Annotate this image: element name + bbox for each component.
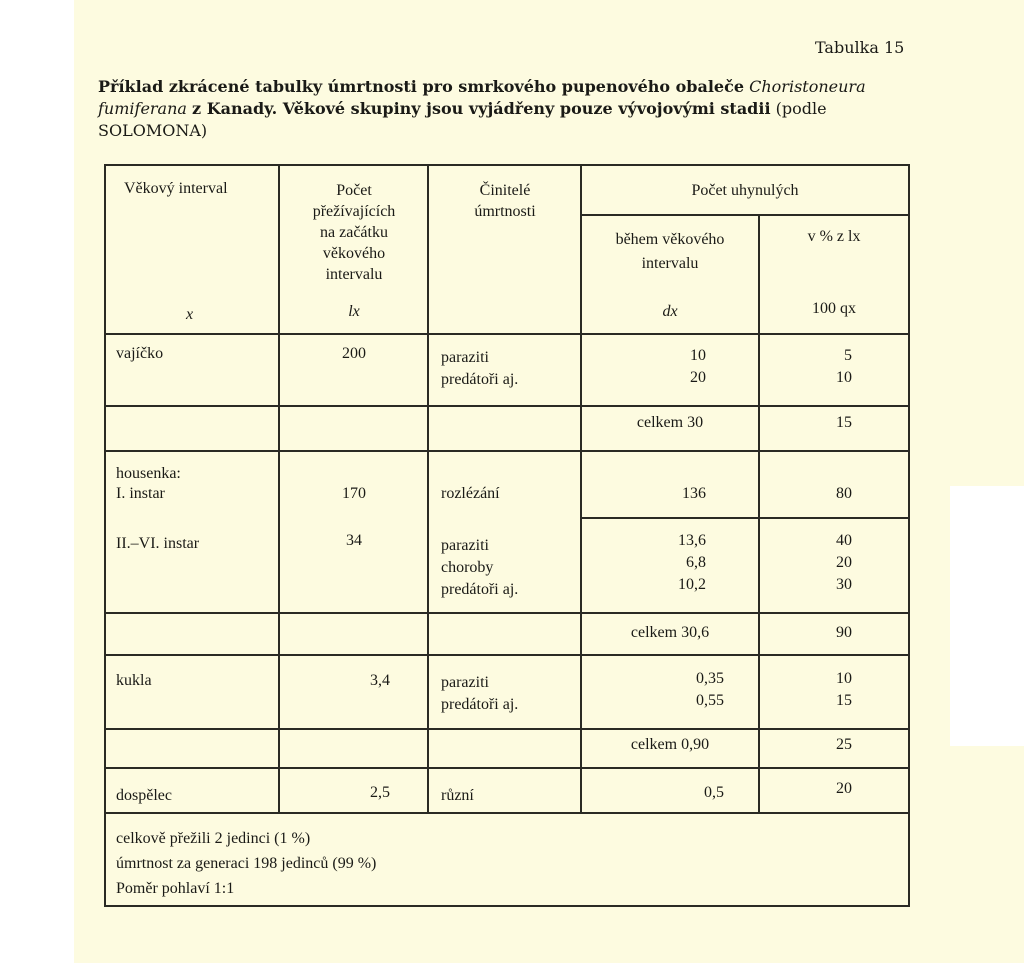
caption-source: (podle SOLOMONA) [98,99,827,140]
qx-value: 40 [836,532,852,549]
factor: choroby [441,559,494,576]
egg-total-qx: 15 [836,414,852,431]
header-age-symbol: x [186,306,194,323]
header-during-interval [582,228,758,276]
header-percent: v % z lx [807,228,861,245]
pupa-total-dx: celkem 0,90 [630,736,710,753]
instar2-dx [600,530,706,596]
qx-value: 15 [836,692,852,709]
header-age-interval: Věkový interval [124,180,228,197]
stage-egg: vajíčko [116,345,164,362]
larva-total-qx: 90 [836,624,852,641]
stage-instar1: I. instar [116,485,165,502]
row-line-egg [106,405,908,407]
egg-total-dx: celkem 30 [636,414,704,431]
row-line-pupa-total [106,767,908,769]
instar1-dx: 136 [682,485,706,502]
caption-mid: z Kanady. Věkové skupiny jsou vyjádřeny pouze vývojovými stadii [192,99,771,118]
adult-lx: 2,5 [370,784,390,801]
dx-value: 20 [690,369,706,386]
footer-line: úmrtnost za generaci 198 jedinců (99 %) [116,855,377,872]
pupa-lx: 3,4 [370,672,390,689]
instar1-factor: rozlézání [441,485,500,502]
factor: predátoři aj. [441,696,519,713]
header-survivors-line: věkového [322,245,386,262]
table-bottom-border [104,905,910,907]
row-line-instar2 [106,612,908,614]
dx-value: 10,2 [678,576,706,593]
table-right-border [908,164,910,907]
qx-value: 10 [836,670,852,687]
factor: predátoři aj. [441,371,519,388]
egg-qx [780,345,852,389]
book-page [74,0,1024,963]
table-number: Tabulka 15 [815,38,905,57]
footer-line: celkově přežili 2 jedinci (1 %) [116,830,311,847]
instar2-qx [780,530,852,596]
header-survivors-line: přežívajících [312,203,396,220]
stage-adult: dospělec [116,787,172,804]
scan-margin [950,486,1024,746]
table-footer [116,826,376,901]
caption-lead: Příklad zkrácené tabulky úmrtnosti pro smrkového pupenového obaleče [98,77,745,96]
instar1-qx: 80 [836,485,852,502]
egg-factors [441,347,518,391]
pupa-qx [780,668,852,712]
header-factors-line: úmrtnosti [474,203,536,220]
header-during-line: během věkového [615,231,725,248]
instar2-lx: 34 [346,532,362,549]
header-survivors [280,180,428,285]
factor: paraziti [441,537,489,554]
header-factors [429,180,581,222]
qx-value: 20 [836,554,852,571]
pupa-dx [600,668,724,712]
adult-factor: různí [441,787,474,804]
header-subdivider [582,214,908,216]
factor: predátoři aj. [441,581,519,598]
qx-value: 30 [836,576,852,593]
pupa-factors [441,672,518,716]
header-factors-line: Činitelé [479,182,531,199]
table-left-border [104,164,106,907]
instar1-lx: 170 [342,485,366,502]
row-line-egg-total [106,450,908,452]
row-line-instar1 [582,517,908,519]
header-during-symbol: dx [662,303,678,320]
header-survivors-symbol: lx [348,303,360,320]
qx-value: 10 [836,369,852,386]
row-line-larva-total [106,654,908,656]
factor: paraziti [441,349,489,366]
egg-dx [600,345,706,389]
larva-total-dx: celkem 30,6 [630,624,710,641]
dx-value: 10 [690,347,706,364]
header-survivors-line: Počet [336,182,372,199]
adult-dx: 0,5 [704,784,724,801]
table-top-border [104,164,910,166]
egg-lx: 200 [342,345,366,362]
header-survivors-line: na začátku [320,224,388,241]
dx-value: 0,35 [696,670,724,687]
header-during-line: intervalu [641,255,699,272]
pupa-total-qx: 25 [836,736,852,753]
row-line-pupa [106,728,908,730]
dx-value: 13,6 [678,532,706,549]
row-line-adult [106,812,908,814]
stage-pupa: kukla [116,672,152,689]
table-caption [98,76,914,142]
header-bottom-line [106,333,908,335]
qx-value: 5 [844,347,852,364]
factor: paraziti [441,674,489,691]
footer-line: Poměr pohlaví 1:1 [116,880,235,897]
stage-instar2: II.–VI. instar [116,535,200,552]
instar2-factors [441,535,518,601]
stage-larva: housenka: [116,465,181,482]
adult-qx: 20 [836,780,852,797]
header-deaths-group: Počet uhynulých [691,182,799,199]
header-percent-symbol: 100 qx [812,300,856,317]
caption-species: Choristoneura fumiferana [98,77,866,118]
header-survivors-line: intervalu [325,266,383,283]
dx-value: 6,8 [686,554,706,571]
dx-value: 0,55 [696,692,724,709]
